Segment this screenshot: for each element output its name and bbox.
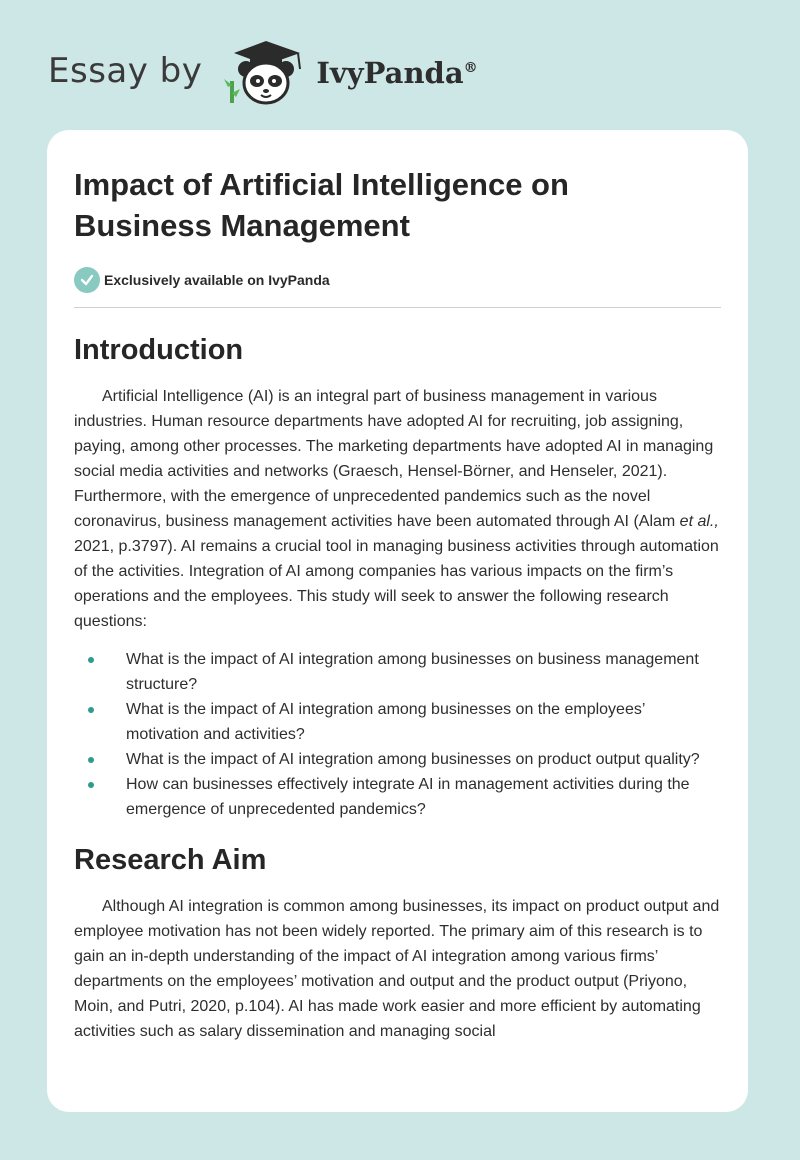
exclusive-badge <box>74 266 721 294</box>
divider <box>74 307 721 308</box>
bullet-icon <box>88 707 94 713</box>
brand-name[interactable]: IvyPanda® <box>316 56 478 90</box>
article-card <box>47 130 748 1112</box>
essay-by-label: Essay by <box>48 51 203 91</box>
panda-graduate-logo-icon[interactable] <box>216 35 312 107</box>
section-heading-introduction: Introduction <box>74 334 244 366</box>
list-item: What is the impact of AI integration among businesses on business management structure? <box>74 647 721 697</box>
bullet-icon <box>88 782 94 788</box>
exclusive-label: Exclusively available on IvyPanda <box>104 272 330 288</box>
list-item: How can businesses effectively integrate AI in management activities during the emergence of unprecedented pandemics? <box>74 772 721 822</box>
bullet-icon <box>88 657 94 663</box>
site-header <box>48 36 478 106</box>
research-aim-paragraph: Although AI integration is common among businesses, its impact on product output and employee motivation has not been widely reported. The primary aim of this research is to gain an in-depth understanding of the impact of AI integration among various firms’ departments on the employees’ motivation and output and the product output (Priyono, Moin, and Putri, 2020, p.104). AI has made work easier and more efficient by automating activities such as salary dissemination and managing social <box>74 898 720 1040</box>
list-item: What is the impact of AI integration among businesses on the employees’ motivation and activities? <box>74 697 721 747</box>
introduction-paragraph: Artificial Intelligence (AI) is an integral part of business management in various industries. Human resource departments have adopted AI for recruiting, job assigning, paying, among other processes. The marketing departments have adopted AI in managing social media activities and networks (Graesch, Hensel-Börner, and Henseler, 2021). Furthermore, with the emergence of unprecedented pandemics such as the novel coronavirus, business management activities have been automated through AI (Alam et al., 2021, p.3797). AI remains a crucial tool in managing business activities through automation of the activities. Integration of AI among companies has various impacts on the firm’s operations and the employees. This study will seek to answer the following research questions: <box>74 388 719 630</box>
registered-mark: ® <box>463 60 478 76</box>
section-heading-research-aim: Research Aim <box>74 844 267 876</box>
bullet-icon <box>88 757 94 763</box>
article-title: Impact of Artificial Intelligence on Business Management <box>74 167 569 243</box>
research-questions-list <box>74 647 721 822</box>
list-item: What is the impact of AI integration among businesses on product output quality? <box>74 747 721 772</box>
checkmark-icon <box>74 267 100 293</box>
